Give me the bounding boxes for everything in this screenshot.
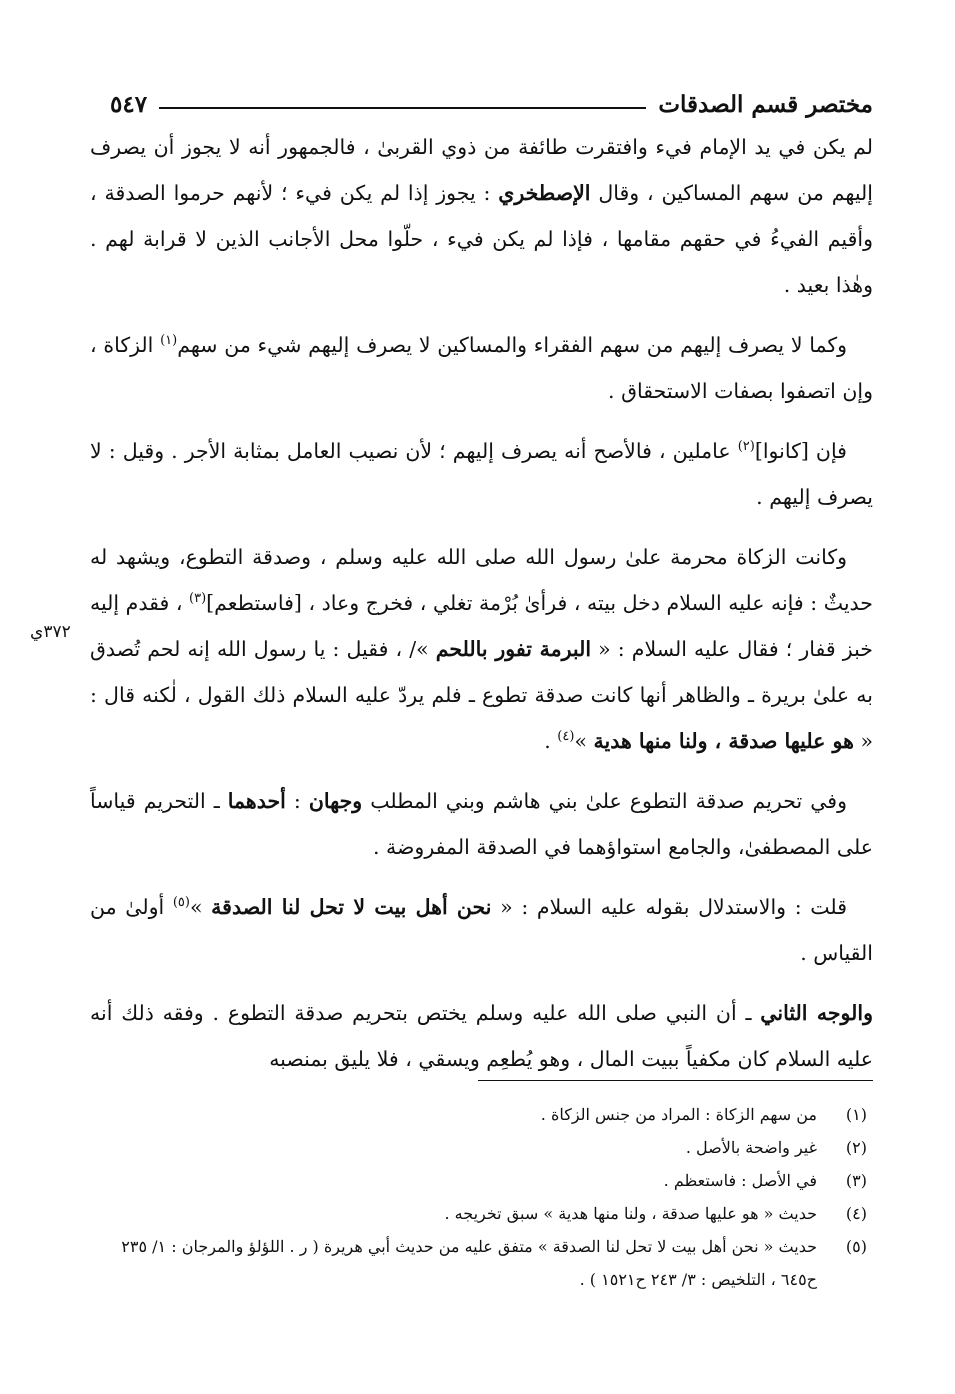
footnote-text: حديث « نحن أهل بيت لا تحل لنا الصدقة » متفق عليه من حديث أبي هريرة ( ر . اللؤلؤ والمرجان : ١/ ٢٣٥ ح٦٤٥ ، التلخيص : ٣/ ٢٤٣ ح١٥٢١ ) . [121,1237,817,1289]
footnote-ref-4[interactable]: (٤) [557,729,575,745]
footnote-item [90,1098,873,1131]
footnote-item [90,1131,873,1164]
footnote-ref-3[interactable]: (٣) [189,591,207,607]
running-head-title: مختصر قسم الصدقات [658,91,873,118]
manuscript-folio-note: ٣٧٢ي [30,622,71,642]
footnote-separator [478,1080,873,1081]
footnote-number: (٣) [845,1171,867,1190]
paragraph-4: وكانت الزكاة محرمة علىٰ رسول الله صلى الله عليه وسلم ، وصدقة التطوع، ويشهد له حديثٌ : فإنه عليه السلام دخل بيته ، فرأىٰ بُرْمة تغلي ، فخرج وعاد ، [فاستطعم]$^{(٣)}$ ، فقدم إليه خبز قفار ؛ فقال عليه السلام : « البرمة تفور باللحم »/ ، فقيل : يا رسول الله إنه لحم تُصدق به علىٰ بريرة ـ والظاهر أنها كانت صدقة تطوع ـ فلم يردّ عليه السلام ذلك القول ، لٰكنه قال : « هو عليها صدقة ، ولنا منها هدية »$^{(٤)}$ . [90,545,873,753]
footnote-number: (٢) [845,1138,867,1157]
scholar-name: الإصطخري [498,181,591,205]
first-view-label: أحدهما [227,789,286,813]
footnote-number: (٥) [845,1237,867,1256]
page-number: ٥٤٧ [110,91,148,118]
paragraph-3: فإن [كانوا]$^{(٢)}$ عاملين ، فالأصح أنه يصرف إليهم ؛ لأن نصيب العامل بمثابة الأجر . وقيل : لا يصرف إليهم . [90,439,873,509]
footnote-text: في الأصل : فاستعظم . [663,1171,817,1190]
hadith-quote-2: هو عليها صدقة ، ولنا منها هدية [593,729,854,753]
paragraph-1: لم يكن في يد الإمام فيء وافتقرت طائفة من ذوي القربىٰ ، فالجمهور أنه لا يجوز أن يصرف إليهم من سهم المساكين ، وقال الإصطخري : يجوز إذا لم يكن فيء ؛ لأنهم حرموا الصدقة ، وأقيم الفيءُ في حقهم مقامها ، فإذا لم يكن فيء ، حلّوا محل الأجانب الذين لا قرابة لهم . وهٰذا بعيد . [90,135,873,297]
hadith-quote-3: نحن أهل بيت لا تحل لنا الصدقة [211,895,492,919]
footnotes [90,1098,873,1296]
hadith-quote-1: البرمة تفور باللحم [435,637,592,661]
running-head [110,78,873,118]
footnote-text: من سهم الزكاة : المراد من جنس الزكاة . [540,1105,817,1124]
footnote-ref-2[interactable]: (٢) [737,439,755,455]
running-head-rule [159,107,646,109]
two-views-label: وجهان [308,789,363,813]
footnote-number: (١) [845,1105,867,1124]
footnote-item [90,1230,873,1296]
main-text [90,124,873,1096]
paragraph-6: قلت : والاستدلال بقوله عليه السلام : « نحن أهل بيت لا تحل لنا الصدقة »$^{(٥)}$ أولىٰ من القياس . [90,895,873,965]
footnote-text: حديث « هو عليها صدقة ، ولنا منها هدية » سبق تخريجه . [444,1204,817,1223]
footnote-number: (٤) [845,1204,867,1223]
footnote-item [90,1164,873,1197]
paragraph-7: والوجه الثاني ـ أن النبي صلى الله عليه وسلم يختص بتحريم صدقة التطوع . وفقه ذلك أنه عليه السلام كان مكفياً ببيت المال ، وهو يُطعِم ويسقي ، فلا يليق بمنصبه [90,1001,873,1071]
footnote-text: غير واضحة بالأصل . [685,1138,817,1157]
paragraph-2: وكما لا يصرف إليهم من سهم الفقراء والمساكين لا يصرف إليهم شيء من سهم$^{(١)}$ الزكاة ، وإن اتصفوا بصفات الاستحقاق . [90,333,873,403]
second-view-label: والوجه الثاني [760,1001,873,1025]
footnote-item [90,1197,873,1230]
footnote-ref-5[interactable]: (٥) [172,895,190,911]
paragraph-5: وفي تحريم صدقة التطوع علىٰ بني هاشم وبني المطلب وجهان : أحدهما ـ التحريم قياساً على المصطفىٰ، والجامع استواؤهما في الصدقة المفروضة . [90,789,873,859]
footnote-ref-1[interactable]: (١) [160,333,178,349]
